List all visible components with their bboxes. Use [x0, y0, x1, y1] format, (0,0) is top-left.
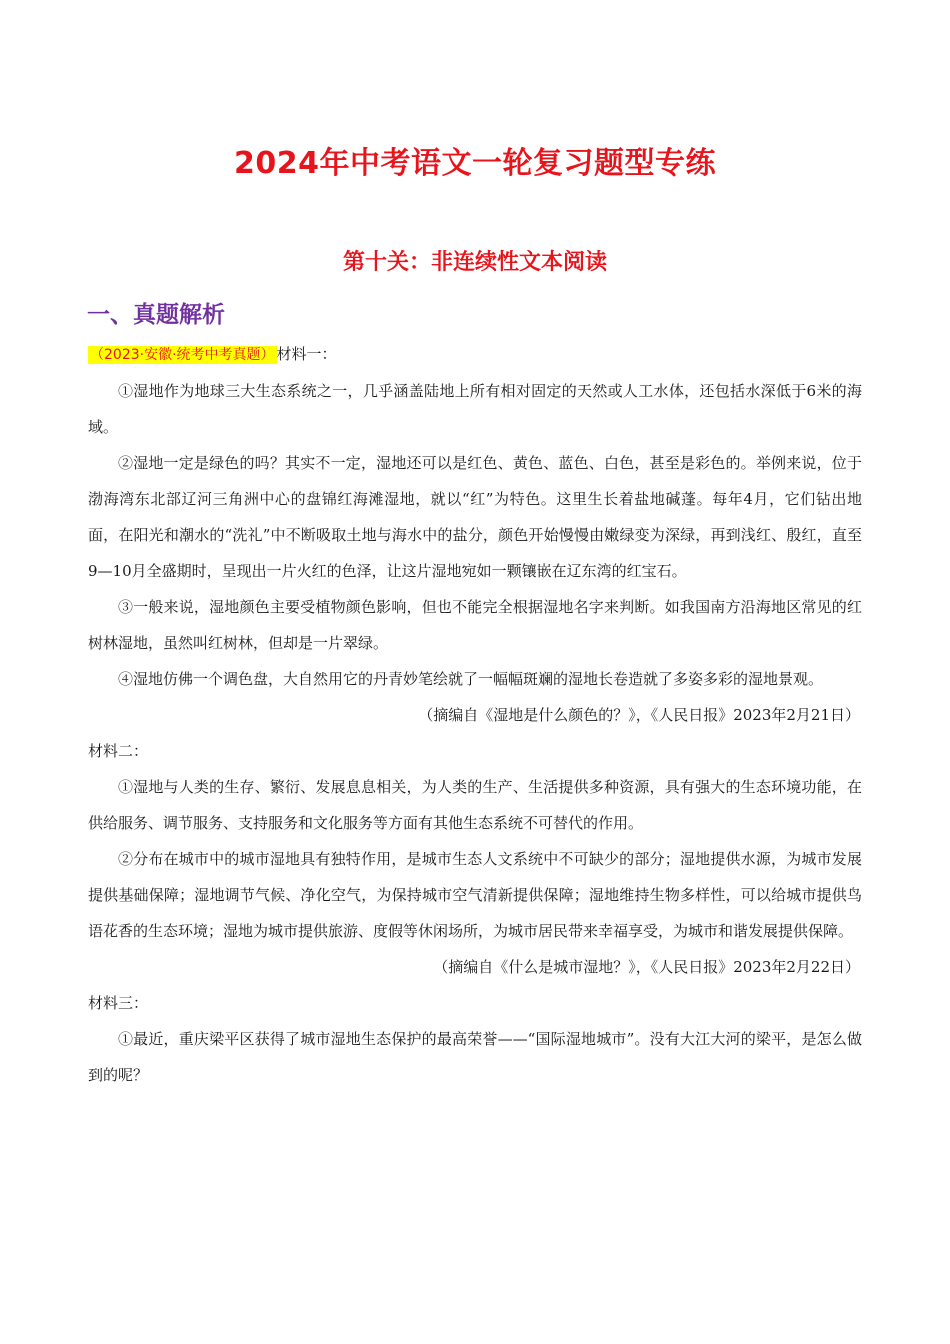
material-one-paragraph-2: ②湿地一定是绿色的吗？其实不一定，湿地还可以是红色、黄色、蓝色、白色，甚至是彩色的。举例来说，位于渤海湾东北部辽河三角洲中心的盘锦红海滩湿地，就以“红”为特色。这里生长着盐地碱蓬。每年4月，它们钻出地面，在阳光和潮水的“洗礼”中不断吸取土地与海水中的盐分，颜色开始慢慢由嫩绿变为深绿，再到浅红、殷红，直至9—10月全盛期时，呈现出一片火红的色泽，让这片湿地宛如一颗镶嵌在辽东湾的红宝石。	[88, 454, 862, 580]
material-three-paragraph-1: ①最近，重庆梁平区获得了城市湿地生态保护的最高荣誉——“国际湿地城市”。没有大江大河的梁平，是怎么做到的呢？	[88, 1030, 862, 1084]
main-title: 2024年中考语文一轮复习题型专练	[234, 146, 716, 181]
material-one-paragraph-4: ④湿地仿佛一个调色盘，大自然用它的丹青妙笔绘就了一幅幅斑斓的湿地长卷造就了多姿多彩的湿地景观。	[118, 670, 824, 688]
material-one-paragraph-1: ①湿地作为地球三大生态系统之一，几乎涵盖陆地上所有相对固定的天然或人工水体，还包括水深低于6米的海域。	[88, 382, 862, 436]
sub-title: 第十关：非连续性文本阅读	[342, 250, 607, 275]
question-intro	[88, 336, 862, 373]
material-two-label: 材料二：	[88, 742, 149, 760]
body-text	[88, 336, 862, 1093]
source-tag: （2023·安徽·统考中考真题）	[90, 347, 275, 363]
material-one-paragraph-3: ③一般来说，湿地颜色主要受植物颜色影响，但也不能完全根据湿地名字来判断。如我国南方沿海地区常见的红树林湿地，虽然叫红树林，但却是一片翠绿。	[88, 598, 862, 652]
material-two-source: （摘编自《什么是城市湿地？》，《人民日报》2023年2月22日）	[433, 958, 860, 976]
material-two-paragraph-2: ②分布在城市中的城市湿地具有独特作用，是城市生态人文系统中不可缺少的部分；湿地提供水源，为城市发展提供基础保障；湿地调节气候、净化空气，为保持城市空气清新提供保障；湿地维持生物多样性，可以给城市提供鸟语花香的生态环境；湿地为城市提供旅游、度假等休闲场所，为城市居民带来幸福享受，为城市和谐发展提供保障。	[88, 850, 862, 940]
material-one-label: 材料一：	[276, 345, 337, 363]
material-one-source: （摘编自《湿地是什么颜色的？》，《人民日报》2023年2月21日）	[418, 706, 860, 724]
material-three-label: 材料三：	[88, 994, 149, 1012]
material-two-paragraph-1: ①湿地与人类的生存、繁衍、发展息息相关，为人类的生产、生活提供多种资源，具有强大的生态环境功能，在供给服务、调节服务、支持服务和文化服务等方面有其他生态系统不可替代的作用。	[88, 778, 862, 832]
section-heading: 一、真题解析	[87, 302, 225, 328]
